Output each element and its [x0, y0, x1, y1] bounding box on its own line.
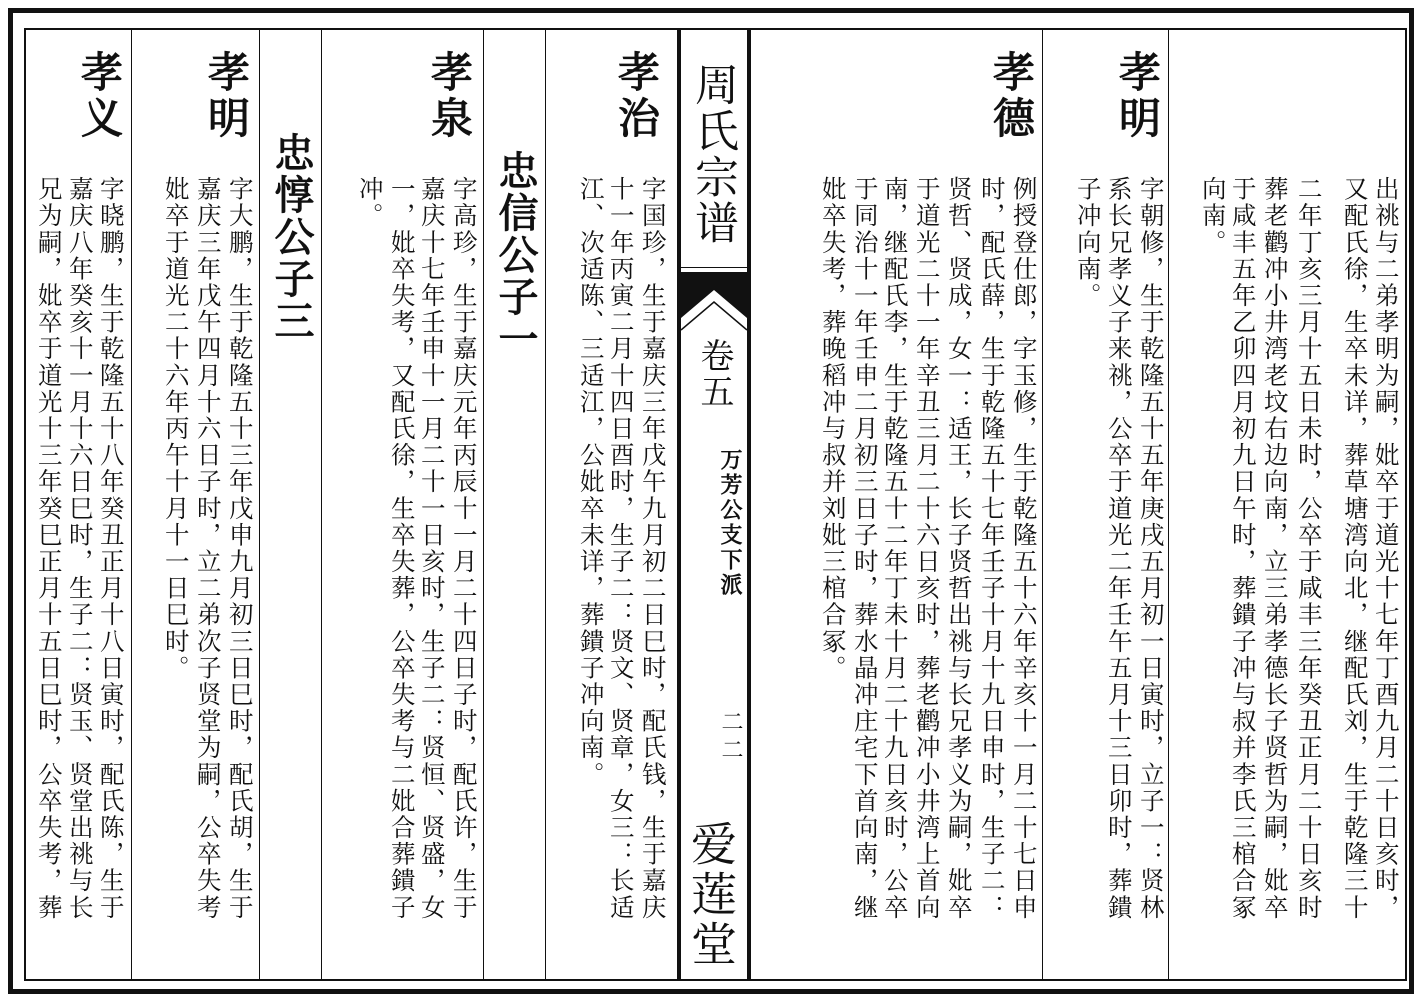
text-line: 贤哲、贤成，女一：适王，长子贤哲出祧与长兄孝义为嗣，妣卒: [944, 176, 974, 921]
column-divider: [1042, 30, 1043, 979]
center-spine-left: [677, 30, 681, 979]
text-line: 冲。: [355, 176, 385, 230]
text-line: 嘉庆三年戊午四月十六日子时，立二弟次子贤堂为嗣，公卒失考: [193, 176, 223, 921]
text-line: 字国珍，生于嘉庆三年戊午九月初二日巳时，配氏钱，生于嘉庆: [638, 176, 668, 921]
text-line: 嘉庆十七年壬申十一月二十一日亥时，生子二：贤恒、贤盛，女: [417, 176, 447, 921]
text-line: 向南。: [1198, 176, 1228, 256]
text-line: 字高珍，生于嘉庆元年丙辰十一月二十四日子时，配氏许，生于: [449, 176, 479, 921]
hall-name: 爱莲堂: [684, 820, 738, 970]
column-divider: [1168, 30, 1169, 979]
text-line: 例授登仕郎，字玉修，生于乾隆五十六年辛亥十一月二十七日申: [1009, 176, 1039, 921]
column-divider: [483, 30, 484, 979]
page-number: 二二: [718, 710, 743, 766]
text-line: 妣卒失考，葬晚稻冲与叔并刘妣三棺合冢。: [818, 176, 848, 682]
text-line: 一，妣卒失考，又配氏徐，生卒失葬，公卒失考与二妣合葬鐀子: [387, 176, 417, 921]
column-divider: [321, 30, 322, 979]
text-line: 字大鹏，生于乾隆五十三年戊申九月初三日巳时，配氏胡，生于: [225, 176, 255, 921]
section-heading: 忠信公子一: [492, 150, 539, 360]
branch-label: 万芳公支下派: [717, 448, 743, 598]
person-name: 孝治: [612, 50, 661, 142]
book-title: 周氏宗谱: [687, 62, 738, 246]
text-line: 江、次适陈、三适江，公妣卒未详，葬鐀子冲向南。: [576, 176, 606, 788]
text-line: 字朝修，生于乾隆五十五年庚戌五月初一日寅时，立子一：贤林: [1136, 176, 1166, 921]
column-divider: [259, 30, 260, 979]
center-spine-right: [747, 30, 751, 979]
fishtail-mark: [681, 272, 747, 334]
person-name: 孝明: [1113, 50, 1162, 142]
volume-label: 卷五: [694, 338, 734, 410]
person-name: 孝明: [202, 50, 251, 142]
text-line: 子冲向南。: [1073, 176, 1103, 309]
text-line: 南，继配氏李，生于乾隆五十二年丁未十月二十九日亥时，公卒: [880, 176, 910, 921]
text-line: 时，配氏薛，生于乾隆五十七年壬子十月十九日申时，生子二：: [977, 176, 1007, 921]
text-line: 出祧与二弟孝明为嗣，妣卒于道光十七年丁酉九月二十日亥时，: [1371, 176, 1401, 921]
text-line: 于咸丰五年乙卯四月初九日午时，葬鐀子冲与叔并李氏三棺合冢: [1228, 176, 1258, 921]
text-line: 嘉庆八年癸亥十一月十六日巳时，生子二：贤玉、贤堂出祧与长: [65, 176, 95, 921]
text-line: 十一年丙寅二月十四日酉时，生子二：贤文、贤章，女三：长适: [606, 176, 636, 921]
section-heading: 忠惇公子三: [268, 132, 315, 342]
person-name: 孝义: [75, 50, 124, 142]
text-line: 又配氏徐，生卒未详，葬草塘湾向北，继配氏刘，生于乾隆三十: [1340, 176, 1370, 921]
text-line: 二年丁亥三月十五日未时，公卒于咸丰三年癸丑正月二十日亥时: [1294, 176, 1324, 921]
column-divider: [131, 30, 132, 979]
column-divider: [545, 30, 546, 979]
text-line: 兄为嗣，妣卒于道光十三年癸巳正月十五日巳时，公卒失考，葬: [34, 176, 64, 921]
person-name: 孝德: [987, 50, 1036, 142]
text-line: 妣卒于道光二十六年丙午十月十一日巳时。: [161, 176, 191, 682]
text-line: 于道光二十一年辛丑三月二十六日亥时，葬老鹳冲小井湾上首向: [912, 176, 942, 921]
text-line: 字晓鹏，生于乾隆五十八年癸丑正月十八日寅时，配氏陈，生于: [96, 176, 126, 921]
text-line: 于同治十一年壬申二月初三日子时，葬水晶冲庄宅下首向南，继: [850, 176, 880, 921]
text-line: 葬老鹳冲小井湾老坟右边向南，立三弟孝德长子贤哲为嗣，妣卒: [1260, 176, 1290, 921]
person-name: 孝泉: [425, 50, 474, 142]
spine-rule: [681, 267, 747, 268]
text-line: 系长兄孝义子来祧，公卒于道光二年壬午五月十三日卯时，葬鐀: [1104, 176, 1134, 921]
